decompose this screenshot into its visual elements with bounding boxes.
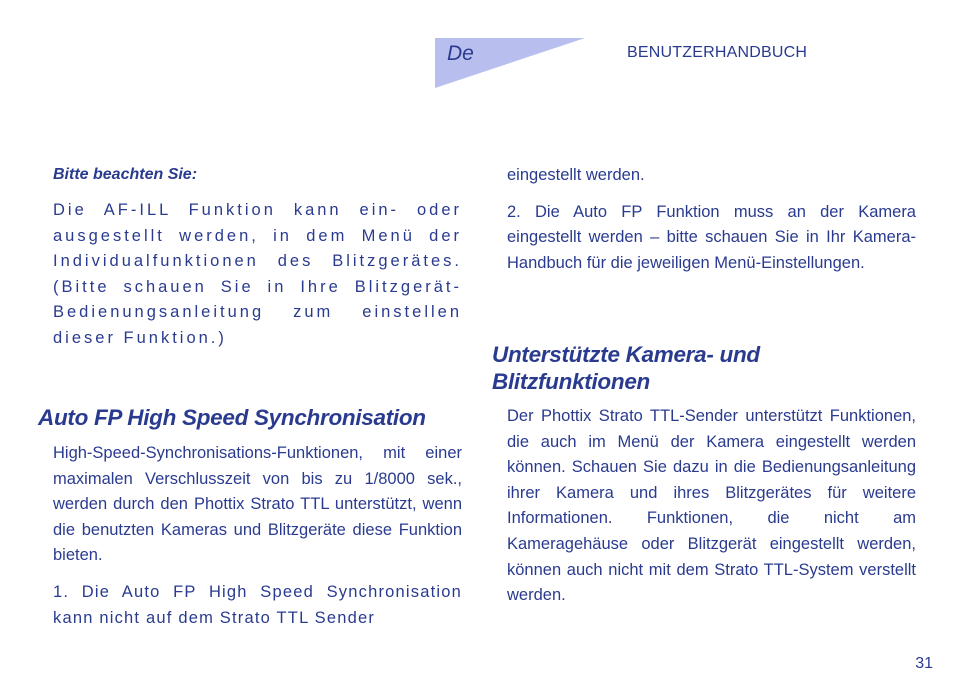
page-number: 31 xyxy=(915,655,933,672)
left-column xyxy=(53,163,462,352)
supported-functions-description: Der Phottix Strato TTL-Sender unterstützt Funktionen, die auch im Menü der Kamera eingestellt werden können. Schauen Sie dazu in die Bedienungsanleitung ihrer Kamera und ihres Blitzgerätes für weitere Informationen. Funktionen, die nicht am Kameragehäuse oder Blitzgerät eingestellt werden, können auch nicht mit dem Strato TTL-System verstellt werden. xyxy=(507,407,916,605)
auto-fp-description: High-Speed-Synchronisations-Funktionen, mit einer maximalen Verschlusszeit von bis zu 1/8000 sek., werden durch den Phottix Strato TTL unterstützt, wenn die benutzten Kameras und Blitzgeräte diese Funktion bieten. xyxy=(53,444,462,565)
auto-fp-item-2: 2. Die Auto FP Funktion muss an der Kamera eingestellt werden – bitte schauen Sie in Ihr Kamera-Handbuch für die jeweiligen Menü-Einstellungen. xyxy=(507,202,916,272)
language-label: De xyxy=(447,42,474,65)
item-1-continued: eingestellt werden. xyxy=(507,166,645,184)
note-body: Die AF-ILL Funktion kann ein- oder ausgestellt werden, in dem Menü der Individualfunktionen des Blitzgerätes. (Bitte schauen Sie in Ihre Blitzgerät-Bedienungsanleitung zum einstellen dieser Funktion.) xyxy=(53,201,462,347)
auto-fp-body xyxy=(53,441,462,631)
section-title-auto-fp: Auto FP High Speed Synchronisation xyxy=(38,405,426,430)
auto-fp-item-1: 1. Die Auto FP High Speed Synchronisation kann nicht auf dem Strato TTL Sender xyxy=(53,582,462,627)
supported-functions-body xyxy=(507,404,916,609)
section-title-supported-functions: Unterstützte Kamera- und Blitzfunktionen xyxy=(492,342,760,394)
right-column xyxy=(507,163,916,276)
manual-title: BENUTZERHANDBUCH xyxy=(627,44,808,61)
note-title: Bitte beachten Sie: xyxy=(53,166,198,183)
